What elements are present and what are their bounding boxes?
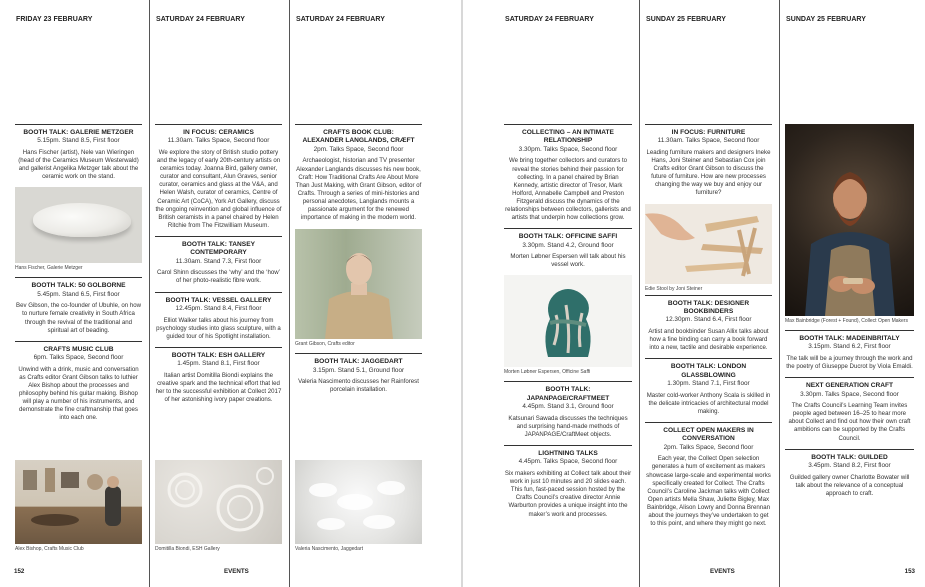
divider	[645, 295, 772, 296]
event-title: NEXT GENERATION CRAFT	[805, 382, 894, 390]
event-description: Guilded gallery owner Charlotte Bowater will talk about the relevance of a conceptual approach to craft.	[789, 473, 910, 497]
event-title: IN FOCUS: CERAMICS	[183, 129, 254, 136]
event-description: Archaeologist, historian and TV presenter Alexander Langlands discusses his new book, Craft: How Traditional Crafts Are About More Than Just Making, with Grant Gibson, editor of Crafts. Through a series of mini-histories and personal anecdotes, Langlands mounts a passionate argument for the renewed importance of making in the modern world.	[295, 157, 422, 222]
event-description: Bev Gibson, the co-founder of Ubuhle, on how to nurture female creativity in South Africa through the revival of the traditional and spiritual art of beading.	[16, 302, 141, 334]
event-meta: 2pm. Talks Space, Second floor	[313, 145, 404, 153]
divider	[155, 124, 282, 125]
column-header: SATURDAY 24 FEBRUARY	[505, 16, 594, 23]
event-title: BOOTH TALK: ESH GALLERY	[171, 351, 266, 359]
event-description: Carol Shinn discusses the ‘why’ and the ‘how’ of her photo-realistic fibre work.	[156, 269, 281, 285]
event-meta: 3.30pm. Talks Space, Second floor	[518, 145, 618, 153]
event-meta: 1.30pm. Stand 7.1, First floor	[667, 380, 750, 388]
event-title: BOOTH TALK: TANSEY CONTEMPORARY	[181, 240, 255, 257]
event-description: Hans Fischer (artist), Nele van Wieringen (head of the Ceramics Museum Westerwald) and gallerist Angelika Metzger talk about the ceramic work on the stand.	[18, 149, 139, 181]
photo-caption: Morten Løbner Espersen, Officine Saffi	[504, 369, 591, 376]
event-title: BOOTH TALK: VESSEL GALLERY	[165, 296, 272, 304]
event-title: BOOTH TALK: MADEINBRITALY	[799, 335, 900, 342]
event-meta: 3.30pm. Stand 4.2, Ground floor	[522, 241, 614, 249]
photo-caption: Edie Stool by Joni Steiner	[645, 285, 703, 292]
event-title: BOOTH TALK: JAPANPAGE/CRAFTMEET	[526, 386, 610, 402]
section-label-right: EVENTS	[710, 568, 735, 575]
event-japanpage-craftmeet	[504, 381, 632, 439]
column-sunday-2	[779, 0, 919, 587]
column-saturday-1	[149, 0, 287, 587]
divider	[15, 277, 142, 278]
event-description: Each year, the Collect Open selection generates a hum of excitement as makers showcase large-scale and experimental works specifically created for Collect. The Crafts Council’s Caroline Jackman talks with Collect Open artists Mella Shaw, Juliette Bigley, Max Bainbridge, Alison Lowry and Donna Brennan about the journeys they’ve undertaken to get to this point, and where they might go next.	[646, 455, 771, 528]
divider	[504, 124, 632, 125]
event-meta: 6pm. Talks Space, Second floor	[33, 354, 124, 362]
event-meta: 3.30pm. Talks Space, Second floor	[800, 390, 899, 398]
event-in-focus-furniture	[645, 124, 772, 198]
event-meta: 12.30pm. Stand 6.4, First floor	[665, 316, 752, 324]
event-meta: 2pm. Talks Space, Second floor	[663, 443, 754, 451]
divider	[645, 124, 772, 125]
column-header: FRIDAY 23 FEBRUARY	[16, 16, 93, 23]
event-description: Leading furniture makers and designers Ineke Hans, Joni Steiner and Sebastian Cox join Crafts editor Grant Gibson to discuss the future of furniture. How are new processes changing the way we buy and enjoy our furniture?	[646, 149, 771, 197]
event-title: BOOTH TALK: LONDON GLASSBLOWING	[670, 363, 747, 379]
photo-ceramic-sculpture	[15, 187, 142, 263]
column-saturday-3	[499, 0, 637, 587]
column-header: SUNDAY 25 FEBRUARY	[646, 16, 726, 23]
event-meta: 1.45pm. Stand 8.1, First floor	[177, 360, 260, 368]
event-description: Artist and bookbinder Susan Allix talks about how a fine binding can carry a book forward into a new, tactile and desirable experience.	[648, 327, 769, 352]
column-header: SATURDAY 24 FEBRUARY	[296, 16, 385, 23]
photo-caption: Valeria Nascimento, Jaggedart	[295, 546, 363, 552]
left-page	[0, 0, 462, 587]
event-collect-open-makers	[645, 422, 772, 528]
photo-ivory-paper-relief	[155, 460, 282, 544]
event-description: Morten Løbner Espersen will talk about his vessel work.	[510, 253, 626, 269]
event-meta: 3.15pm. Stand 5.1, Ground floor	[312, 366, 405, 374]
page-number-left: 152	[14, 568, 25, 575]
photo-porcelain-installation	[295, 460, 422, 544]
event-description: Italian artist Domitilla Biondi explains the creative spark and the technical effort that led her to the successful exhibition at Collect 2017 of her astonishing ivory paper creations.	[155, 371, 282, 404]
event-description: We bring together collectors and curators to reveal the stories behind their passion for collecting. In a panel chaired by Brian Kennedy, artistic director of Tresor, Mark Holford, Annabelle Campbell and Preston Fitzgerald discuss the dynamics of the relationships between collectors, gallerists and artists that underpin how collections grow.	[505, 157, 631, 222]
event-london-glassblowing	[645, 358, 772, 416]
event-esh-gallery	[155, 347, 282, 404]
event-lightning-talks	[504, 445, 632, 519]
event-title: BOOTH TALK: JAGGEDART	[314, 358, 403, 366]
event-title: LIGHTNING TALKS	[538, 450, 598, 458]
event-title: BOOTH TALK: OFFICINE SAFFI	[518, 233, 618, 241]
event-next-generation-craft	[785, 377, 914, 442]
divider	[785, 377, 914, 378]
photo-portrait-editor	[295, 229, 422, 339]
event-title: CRAFTS MUSIC CLUB	[43, 345, 114, 353]
photo-caption: Alex Bishop, Crafts Music Club	[15, 546, 84, 552]
event-title: COLLECT OPEN MAKERS IN CONVERSATION	[663, 426, 754, 443]
event-description: Six makers exhibiting at Collect talk about their work in just 10 minutes and 20 slides each. This fun, fast-paced session hosted by the Crafts Council’s creative director Annie Warburton provides a unique insight into the maker’s work and processes.	[504, 470, 632, 518]
column-sunday-1	[639, 0, 777, 587]
event-guilded	[785, 449, 914, 498]
divider	[504, 381, 632, 382]
divider	[155, 292, 282, 293]
divider	[645, 358, 772, 359]
photo-glazed-vessel	[504, 275, 632, 367]
section-label-left: EVENTS	[224, 568, 249, 575]
event-meta: 4.45pm. Talks Space, Second floor	[518, 458, 618, 466]
event-crafts-music-club	[15, 341, 142, 423]
event-meta: 3.15pm. Stand 6.2, First floor	[808, 343, 891, 351]
divider	[504, 445, 632, 446]
event-designer-bookbinders	[645, 295, 772, 353]
column-saturday-2	[289, 0, 427, 587]
divider	[504, 228, 632, 229]
divider	[295, 124, 422, 125]
event-jaggedart	[295, 353, 422, 394]
event-meta: 5.45pm. Stand 6.5, First floor	[37, 290, 120, 298]
event-description: Master cold-worker Anthony Scala is skilled in the delicate intricacies of architectural model making.	[646, 391, 771, 415]
event-description: We explore the story of British studio pottery and the legacy of early 20th-century artists on ceramics today. Joanna Bird, gallery owner, curator and consultant, Alun Graves, senior curator, ceramics and glass at the V&A, and Helen Walsh, curator of ceramics, Centre of Ceramic Art (CoCA), York Art Gallery, discuss the ongoing reinvention and global influence of British ceramists in a panel chaired by Helen Ritchie from The Fitzwilliam Museum.	[155, 149, 282, 229]
event-title: BOOTH TALK: GUILDED	[811, 453, 888, 461]
event-title-line-2: ALEXANDER LANGLANDS, CRÆFT	[302, 137, 415, 145]
divider	[15, 341, 142, 342]
event-in-focus-ceramics	[155, 124, 282, 230]
photo-caption: Grant Gibson, Crafts editor	[295, 341, 355, 348]
column-header: SUNDAY 25 FEBRUARY	[786, 16, 866, 23]
photo-edie-stool	[645, 204, 772, 284]
event-description: The Crafts Council’s Learning Team invites people aged between 16–25 to hear more about Collect and find out how their own craft ambitions can be supported by the Crafts Council.	[788, 402, 911, 442]
photo-caption: Hans Fischer, Galerie Metzger	[15, 265, 83, 272]
event-meta: 11.30am. Talks Space, Second floor	[657, 137, 760, 145]
event-description: Elliot Walker talks about his journey from psychology studies into glass sculpture, with a guided tour of his Spotlight installation.	[156, 316, 281, 340]
event-officine-saffi	[504, 228, 632, 269]
divider	[645, 422, 772, 423]
photo-caption: Max Bainbridge (Forest + Found), Collect Open Makers	[785, 318, 908, 324]
event-title: IN FOCUS: FURNITURE	[671, 129, 746, 136]
event-meta: 4.45pm. Stand 3.1, Ground floor	[522, 403, 614, 411]
event-meta: 11.30am. Stand 7.3, First floor	[175, 257, 262, 265]
column-friday	[10, 0, 147, 587]
event-description: Katsunari Sawada discusses the techniques and surprising hand-made methods of JAPANPAGE/CraftMeet objects.	[508, 414, 628, 438]
right-page	[463, 0, 925, 587]
page-number-right: 153	[904, 568, 915, 575]
event-title: BOOTH TALK: GALERIE METZGER	[23, 129, 134, 136]
event-50-golborne	[15, 277, 142, 334]
divider	[295, 353, 422, 354]
event-description: Valeria Nascimento discusses her Rainforest porcelain installation.	[298, 378, 419, 394]
divider	[15, 124, 142, 125]
event-crafts-book-club	[295, 124, 422, 222]
divider	[785, 330, 914, 331]
divider	[155, 347, 282, 348]
column-header: SATURDAY 24 FEBRUARY	[156, 16, 245, 23]
event-vessel-gallery	[155, 292, 282, 341]
event-meta: 11.30am. Talks Space, Second floor	[167, 137, 270, 145]
event-collecting	[504, 124, 632, 222]
event-description: The talk will be a journey through the work and the poetry of Giuseppe Ducrot by Viola Emaldi.	[786, 355, 913, 371]
event-title: CRAFTS BOOK CLUB:	[323, 129, 394, 136]
divider	[785, 449, 914, 450]
event-meta: 3.45pm. Stand 8.2, First floor	[808, 462, 891, 470]
event-title: BOOTH TALK: 50 GOLBORNE	[31, 282, 126, 290]
event-description: Unwind with a drink, music and conversation as Crafts editor Grant Gibson talks to luthier Alex Bishop about the processes and philosophy behind his guitar making. Bishop will play a number of his instruments, and demonstrate the fine craftmanship that goes into each one.	[18, 365, 139, 422]
event-galerie-metzger	[15, 124, 142, 181]
divider	[155, 236, 282, 237]
event-meta: 12.45pm. Stand 8.4, First floor	[175, 304, 262, 312]
photo-luthier-workshop	[15, 460, 142, 544]
event-madeinbritaly	[785, 330, 914, 371]
event-meta: 5.15pm. Stand 8.5, First floor	[37, 137, 120, 145]
event-title: COLLECTING – AN INTIMATE RELATIONSHIP	[522, 129, 614, 145]
photo-woodworker	[785, 124, 914, 316]
event-title: BOOTH TALK: DESIGNER BOOKBINDERS	[667, 299, 750, 315]
event-tansey-contemporary	[155, 236, 282, 286]
photo-caption: Domitilla Biondi, ESH Gallery	[155, 546, 220, 552]
